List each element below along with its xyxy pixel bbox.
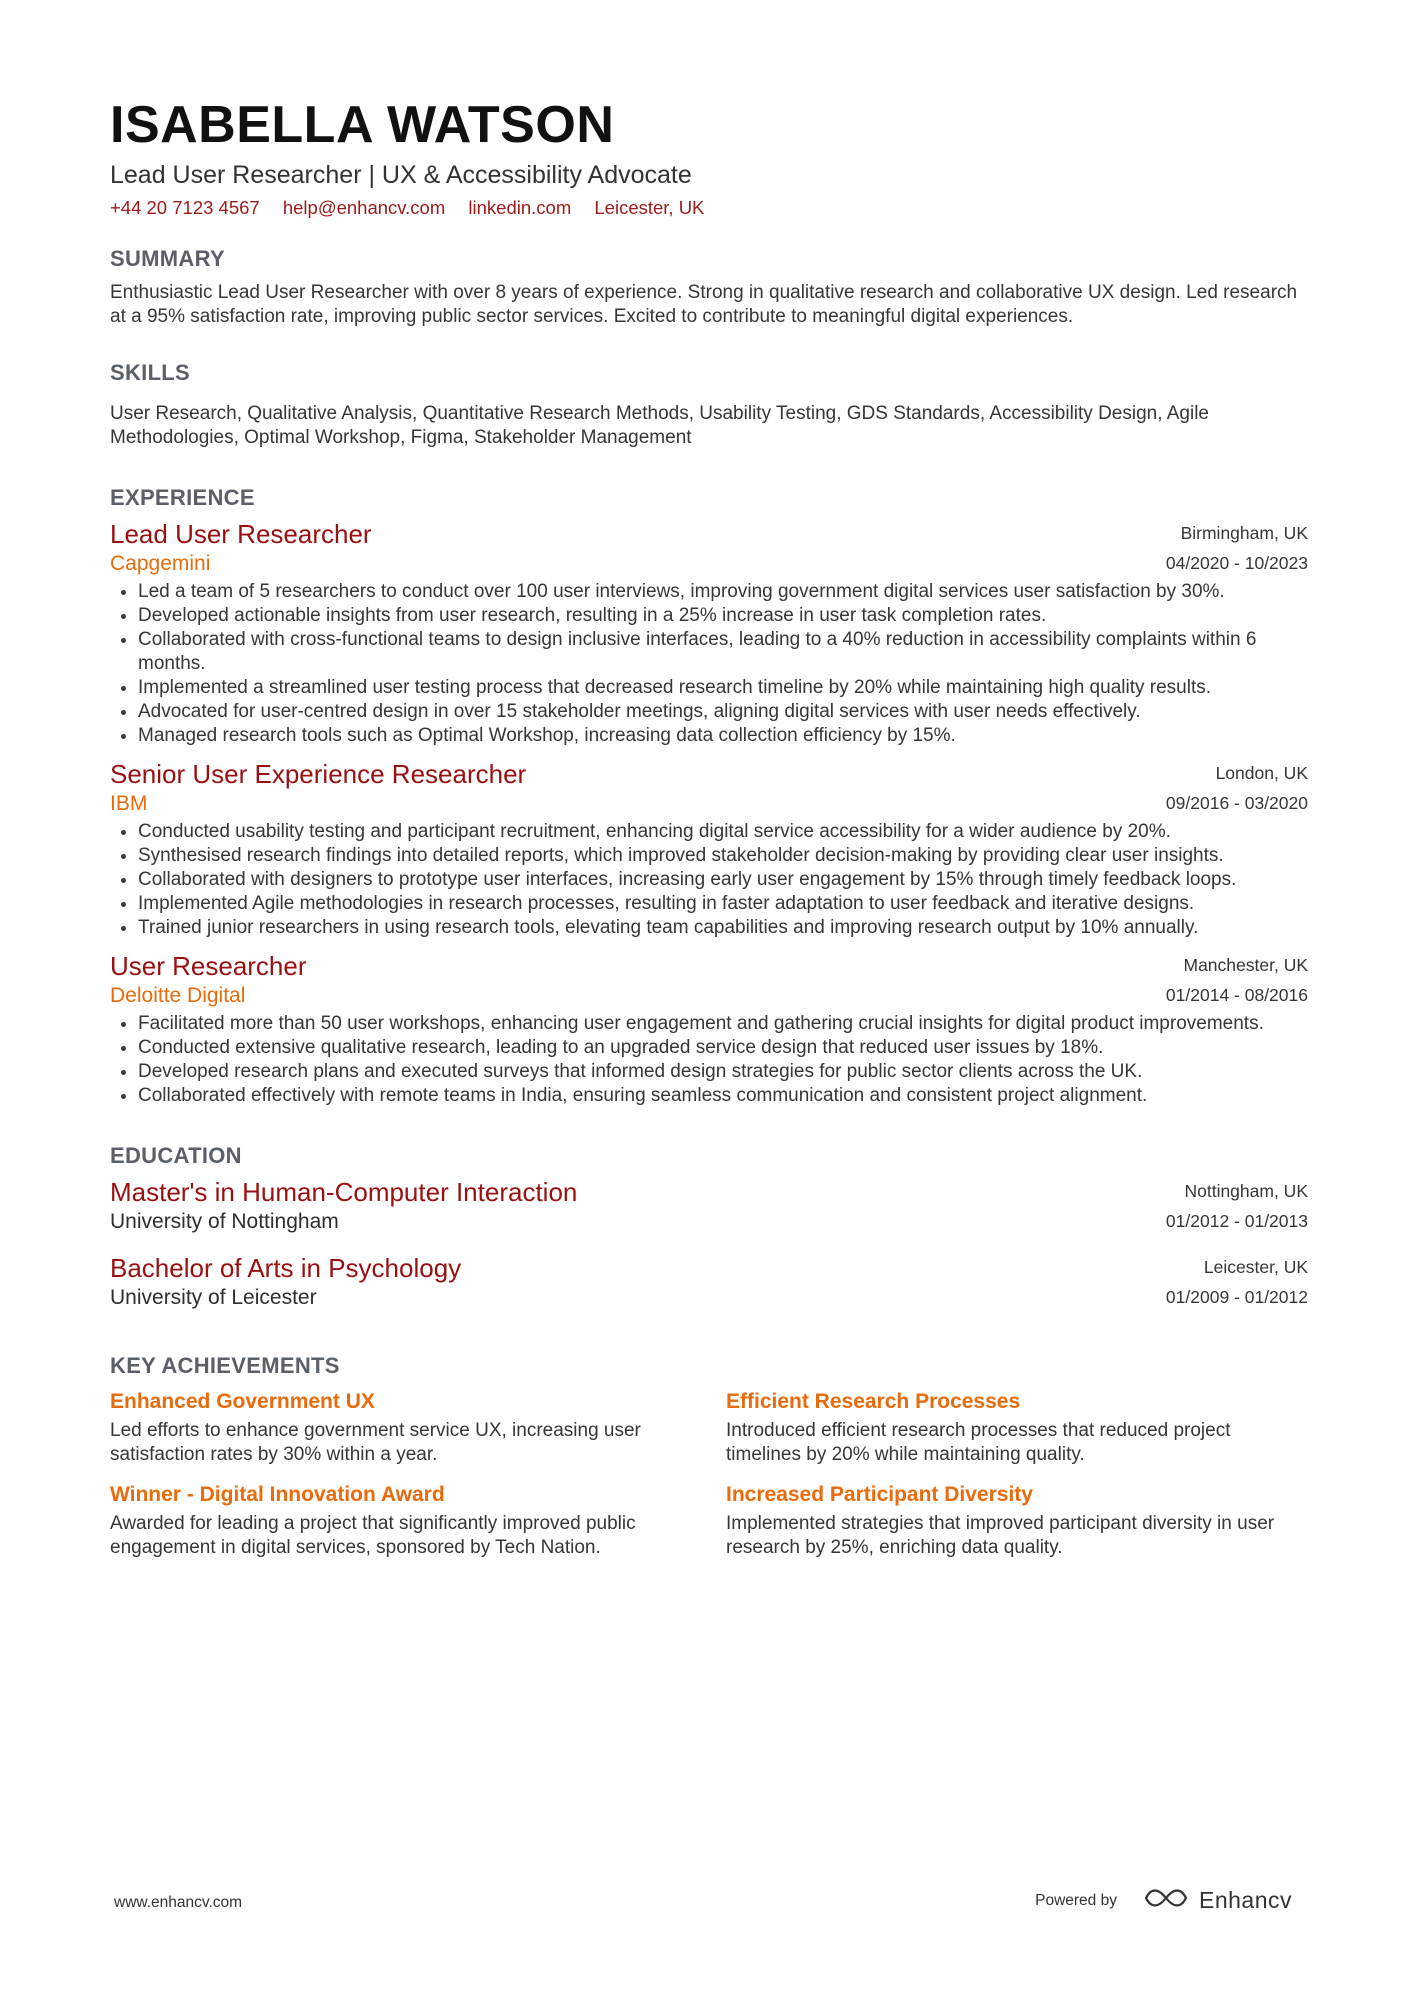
job-entry: [110, 950, 1308, 1108]
education-dates: 01/2012 - 01/2013: [1165, 1211, 1308, 1231]
candidate-name: ISABELLA WATSON: [110, 96, 615, 154]
job-bullet: • Implemented Agile methodologies in research processes, resulting in faster adaptation to user feedback and iterative designs.: [138, 892, 1308, 916]
education-entry: [110, 1176, 1308, 1236]
education-location: Leicester, UK: [1203, 1257, 1308, 1277]
achievement-title: Enhanced Government UX: [110, 1390, 375, 1413]
job-location: Manchester, UK: [1183, 955, 1308, 975]
job-bullet: • Conducted usability testing and participant recruitment, enhancing digital service accessibility for a wider audience by 20%.: [138, 820, 1308, 844]
job-dates: 04/2020 - 10/2023: [1165, 553, 1308, 573]
education-section: [110, 1142, 1308, 1312]
skills-text: User Research, Qualitative Analysis, Quantitative Research Methods, Usability Testing, GDS Standards, Accessibility Design, Agile Methodologies, Optimal Workshop, Figma, Stakeholder Management: [110, 403, 1209, 448]
job-bullet: • Facilitated more than 50 user workshops, enhancing user engagement and gathering crucial insights for digital product improvements.: [138, 1012, 1308, 1036]
footer-website[interactable]: www.enhancv.com: [114, 1894, 243, 1911]
job-bullet: • Collaborated with designers to prototype user interfaces, increasing early user engagement by 15% through timely feedback loops.: [138, 868, 1308, 892]
achievement-desc: Implemented strategies that improved participant diversity in user research by 25%, enriching data quality.: [726, 1513, 1275, 1558]
job-company: IBM: [110, 792, 148, 815]
job-bullet: • Advocated for user-centred design in over 15 stakeholder meetings, aligning digital services with user needs effectively.: [138, 700, 1308, 724]
job-entry: [110, 758, 1308, 940]
job-bullet: • Implemented a streamlined user testing process that decreased research timeline by 20% while maintaining high quality results.: [138, 676, 1308, 700]
achievement-item: [110, 1481, 726, 1560]
job-bullet: • Trained junior researchers in using research tools, elevating team capabilities and improving research output by 10% annually.: [138, 916, 1308, 940]
job-role: Lead User Researcher: [110, 519, 372, 549]
job-bullet: • Collaborated effectively with remote teams in India, ensuring seamless communication and consistent project alignment.: [138, 1084, 1308, 1108]
achievement-item: [726, 1388, 1308, 1467]
skills-title: SKILLS: [110, 360, 191, 385]
contact-phone[interactable]: +44 20 7123 4567: [110, 197, 260, 218]
achievement-item: [110, 1388, 726, 1467]
powered-by-label: Powered by: [1035, 1891, 1117, 1909]
education-entry: [110, 1252, 1308, 1312]
achievement-desc: Awarded for leading a project that significantly improved public engagement in digital services, sponsored by Tech Nation.: [110, 1513, 636, 1558]
brand-name: Enhancv: [1198, 1887, 1292, 1913]
job-entry: [110, 518, 1308, 748]
education-degree: Master's in Human-Computer Interaction: [110, 1177, 578, 1207]
enhancv-logo-icon: [1143, 1886, 1189, 1915]
achievement-desc: Led efforts to enhance government service UX, increasing user satisfaction rates by 30% within a year.: [110, 1420, 641, 1465]
footer-branding: [1035, 1886, 1292, 1915]
job-location: London, UK: [1215, 763, 1308, 783]
experience-title: EXPERIENCE: [110, 485, 255, 510]
achievement-desc: Introduced efficient research processes that reduced project timelines by 20% while maintaining quality.: [726, 1420, 1231, 1465]
education-degree: Bachelor of Arts in Psychology: [110, 1253, 462, 1283]
job-dates: 09/2016 - 03/2020: [1165, 793, 1308, 813]
job-location: Birmingham, UK: [1180, 523, 1308, 543]
job-bullet: • Developed actionable insights from user research, resulting in a 25% increase in user task completion rates.: [138, 604, 1308, 628]
skills-section: [110, 359, 1308, 450]
job-dates: 01/2014 - 08/2016: [1165, 985, 1308, 1005]
job-bullet: • Led a team of 5 researchers to conduct over 100 user interviews, improving government digital services user satisfaction by 30%.: [138, 580, 1308, 604]
contact-linkedin[interactable]: linkedin.com: [468, 197, 572, 218]
job-role: User Researcher: [110, 951, 307, 981]
education-school: University of Nottingham: [110, 1210, 339, 1233]
job-role: Senior User Experience Researcher: [110, 759, 527, 789]
contact-location: Leicester, UK: [594, 197, 705, 218]
achievement-title: Efficient Research Processes: [726, 1390, 1021, 1413]
candidate-headline: Lead User Researcher | UX & Accessibility Advocate: [110, 161, 692, 189]
achievements-section: [110, 1352, 1308, 1560]
experience-section: [110, 484, 1308, 1108]
education-location: Nottingham, UK: [1184, 1181, 1308, 1201]
job-bullet: • Collaborated with cross-functional teams to design inclusive interfaces, leading to a 40% reduction in accessibility complaints within 6 months.: [138, 628, 1308, 676]
job-company: Deloitte Digital: [110, 984, 246, 1007]
summary-text: Enthusiastic Lead User Researcher with over 8 years of experience. Strong in qualitative research and collaborative UX design. Led research at a 95% satisfaction rate, improving public sector services. Excited to contribute to meaningful digital experiences.: [110, 282, 1298, 327]
resume-header: [110, 95, 1308, 221]
contact-email[interactable]: help@enhancv.com: [282, 197, 446, 218]
achievement-title: Increased Participant Diversity: [726, 1483, 1033, 1506]
summary-title: SUMMARY: [110, 246, 225, 271]
job-bullets: [110, 820, 1308, 940]
achievement-item: [726, 1481, 1308, 1560]
job-bullets: [110, 580, 1308, 748]
education-dates: 01/2009 - 01/2012: [1165, 1287, 1308, 1307]
job-company: Capgemini: [110, 552, 211, 575]
job-bullet: • Managed research tools such as Optimal Workshop, increasing data collection efficiency by 15%.: [138, 724, 1308, 748]
summary-section: [110, 245, 1308, 329]
contact-line: [110, 195, 1308, 221]
job-bullet: • Conducted extensive qualitative research, leading to an upgraded service design that reduced user issues by 18%.: [138, 1036, 1308, 1060]
education-title: EDUCATION: [110, 1143, 242, 1168]
achievement-title: Winner - Digital Innovation Award: [110, 1483, 445, 1506]
job-bullets: [110, 1012, 1308, 1108]
resume-page: [110, 95, 1308, 1560]
education-school: University of Leicester: [110, 1286, 317, 1309]
job-bullet: • Synthesised research findings into detailed reports, which improved stakeholder decision-making by providing clear user insights.: [138, 844, 1308, 868]
job-bullet: • Developed research plans and executed surveys that informed design strategies for public sector clients across the UK.: [138, 1060, 1308, 1084]
achievements-title: KEY ACHIEVEMENTS: [110, 1353, 340, 1378]
